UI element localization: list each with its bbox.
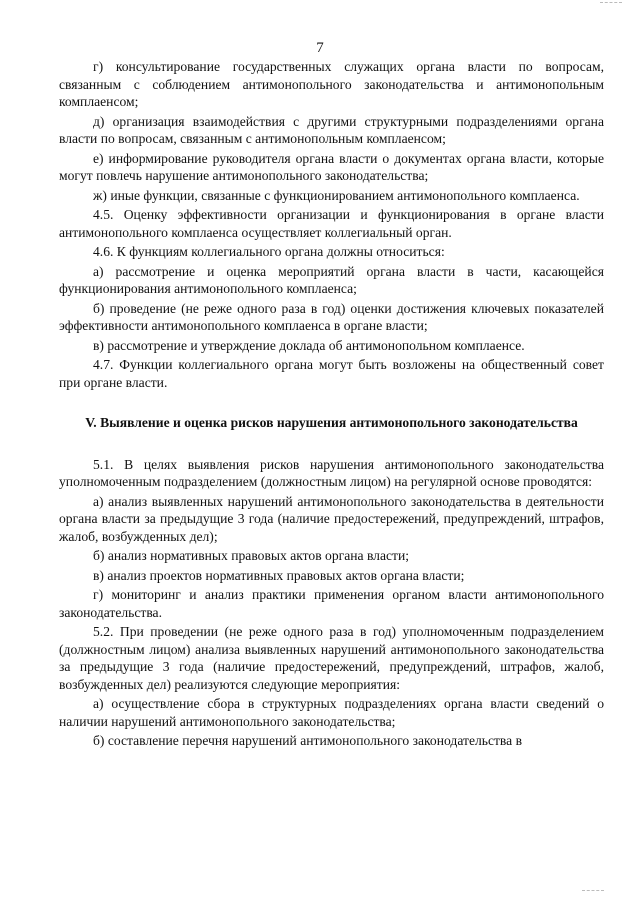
paragraph-5-2-b: б) составление перечня нарушений антимонопольного законодательства в <box>93 733 523 748</box>
paragraph-5-1-g: г) мониторинг и анализ практики применения органом власти антимонопольного законодательства. <box>59 587 604 620</box>
paragraph-5-2-a: а) осуществление сбора в структурных подразделениях органа власти сведений о наличии нарушений антимонопольного законодательства; <box>59 696 604 729</box>
paragraph-5-1-b: б) анализ нормативных правовых актов органа власти; <box>93 548 410 563</box>
section-heading: V. Выявление и оценка рисков нарушения антимонопольного законодательства <box>85 415 578 430</box>
paragraph-5-1-a: а) анализ выявленных нарушений антимонопольного законодательства в деятельности органа власти за предыдущие 3 года (наличие предостережений, предупреждений, штрафов, жалоб, возбужденных дел); <box>59 493 604 544</box>
paragraph-4-4-g: г) консультирование государственных служащих органа власти по вопросам, связанным с соблюдением антимонопольного законодательства и антимонопольным комплаенсом; <box>59 59 604 109</box>
paragraph-5-1: 5.1. В целях выявления рисков нарушения антимонопольного законодательства уполномоченным подразделением (должностным лицом) на регулярной основе проводятся: <box>59 456 604 489</box>
paragraph-5-1-v: в) анализ проектов нормативных правовых актов органа власти; <box>93 567 465 583</box>
paragraph-4-7: 4.7. Функции коллегиального органа могут быть возложены на общественный совет при органе власти. <box>59 357 604 390</box>
scan-mark <box>600 2 622 5</box>
paragraph-4-6-v: в) рассмотрение и утверждение доклада об антимонопольном комплаенсе. <box>93 337 525 353</box>
paragraph-4-6-a: а) рассмотрение и оценка мероприятий органа власти в части, касающейся функционирования антимонопольного комплаенса; <box>59 263 604 296</box>
scan-mark-bottom <box>582 890 604 893</box>
paragraph-4-4-d: д) организация взаимодействия с другими структурными подразделениями органа власти по вопросам, связанным с антимонопольным комплаенсом; <box>59 113 604 146</box>
document-body <box>59 58 604 750</box>
paragraph-4-4-e: е) информирование руководителя органа власти о документах органа власти, которые могут повлечь нарушение антимонопольного законодательства; <box>59 150 604 183</box>
page-number: 7 <box>316 40 324 56</box>
paragraph-4-5: 4.5. Оценку эффективности организации и функционирования в органе власти антимонопольного комплаенса осуществляет коллегиальный орган. <box>59 207 604 240</box>
paragraph-4-6-b: б) проведение (не реже одного раза в год) оценки достижения ключевых показателей эффективности антимонопольного комплаенса в органе власти; <box>59 300 604 333</box>
paragraph-5-2: 5.2. При проведении (не реже одного раза в год) уполномоченным подразделением (должностным лицом) анализа выявленных нарушений антимонопольного законодательства за предыдущие 3 года (наличие предостережений, предупреждений, штрафов, жалоб, возбужденных дел) реализуются следующие мероприятия: <box>59 624 604 692</box>
paragraph-4-6: 4.6. К функциям коллегиального органа должны относиться: <box>93 244 445 259</box>
paragraph-4-4-zh: ж) иные функции, связанные с функционированием антимонопольного комплаенса. <box>93 187 580 203</box>
